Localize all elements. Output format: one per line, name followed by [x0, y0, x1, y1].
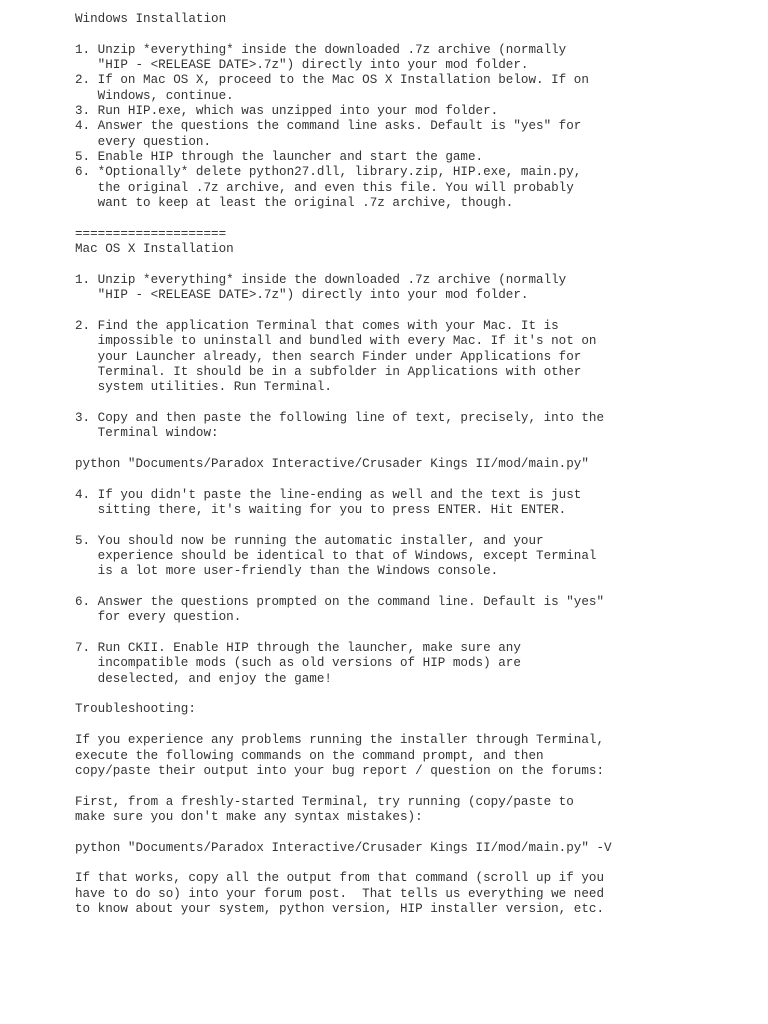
blank-line [75, 442, 755, 457]
document-text [75, 12, 755, 917]
blank-line [75, 825, 755, 840]
text-line: ==================== [75, 226, 227, 241]
blank-line [75, 580, 755, 595]
text-line: 7. Run CKII. Enable HIP through the launcher, make sure any [75, 641, 521, 656]
text-line: 3. Run HIP.exe, which was unzipped into your mod folder. [75, 104, 499, 119]
blank-line [75, 27, 755, 42]
text-line: 5. You should now be running the automatic installer, and your [75, 533, 544, 548]
text-line: sitting there, it's waiting for you to press ENTER. Hit ENTER. [75, 503, 567, 517]
text-line: copy/paste their output into your bug report / question on the forums: [75, 763, 605, 778]
text-line: make sure you don't make any syntax mistakes): [75, 809, 423, 824]
text-line: 6. Answer the questions prompted on the command line. Default is "yes" [75, 595, 605, 610]
text-line: execute the following commands on the command prompt, and then [75, 748, 544, 763]
text-line: 2. Find the application Terminal that comes with your Mac. It is [75, 318, 559, 333]
text-line: Mac OS X Installation [75, 242, 234, 257]
blank-line [75, 856, 755, 871]
text-line: 3. Copy and then paste the following line of text, precisely, into the [75, 410, 605, 425]
text-line: 1. Unzip *everything* inside the downloaded .7z archive (normally [75, 42, 567, 57]
text-line: have to do so) into your forum post. That tells us everything we need [75, 886, 605, 901]
blank-line [75, 687, 755, 702]
text-line: system utilities. Run Terminal. [75, 380, 332, 395]
blank-line [75, 779, 755, 794]
text-line: experience should be identical to that of Windows, except Terminal [75, 549, 597, 564]
text-line: "HIP - <RELEASE DATE>.7z") directly into your mod folder. [75, 288, 529, 303]
text-line: deselected, and enjoy the game! [75, 671, 332, 686]
text-line: Windows, continue. [75, 88, 234, 103]
blank-line [75, 518, 755, 533]
text-line: the original .7z archive, and even this file. You will probably [75, 180, 574, 195]
text-line: 1. Unzip *everything* inside the downloaded .7z archive (normally [75, 272, 567, 287]
blank-line [75, 211, 755, 226]
text-line: to know about your system, python version, HIP installer version, etc. [75, 901, 605, 916]
text-line: Windows Installation [75, 12, 227, 26]
blank-line [75, 304, 755, 319]
text-line: "HIP - <RELEASE DATE>.7z") directly into your mod folder. [75, 58, 529, 73]
text-line: 4. Answer the questions the command line asks. Default is "yes" for [75, 119, 582, 134]
text-line: impossible to uninstall and bundled with every Mac. If it's not on [75, 334, 597, 349]
text-line: 5. Enable HIP through the launcher and start the game. [75, 150, 484, 165]
text-line: is a lot more user-friendly than the Windows console. [75, 564, 499, 579]
text-line: incompatible mods (such as old versions of HIP mods) are [75, 656, 521, 671]
text-line: your Launcher already, then search Finder under Applications for [75, 349, 582, 364]
text-line: Terminal. It should be in a subfolder in Applications with other [75, 364, 582, 379]
text-line: python "Documents/Paradox Interactive/Crusader Kings II/mod/main.py" -V [75, 840, 612, 855]
text-line: python "Documents/Paradox Interactive/Crusader Kings II/mod/main.py" [75, 456, 589, 471]
text-line: 4. If you didn't paste the line-ending as well and the text is just [75, 487, 582, 502]
text-line: 6. *Optionally* delete python27.dll, library.zip, HIP.exe, main.py, [75, 165, 582, 180]
blank-line [75, 396, 755, 411]
blank-line [75, 626, 755, 641]
blank-line [75, 718, 755, 733]
text-line: want to keep at least the original .7z archive, though. [75, 196, 514, 211]
text-line: every question. [75, 134, 212, 149]
text-line: If you experience any problems running the installer through Terminal, [75, 733, 605, 748]
blank-line [75, 258, 755, 273]
text-line: If that works, copy all the output from that command (scroll up if you [75, 871, 605, 886]
text-line: Terminal window: [75, 426, 219, 441]
text-line: Troubleshooting: [75, 702, 196, 717]
text-line: 2. If on Mac OS X, proceed to the Mac OS X Installation below. If on [75, 73, 589, 88]
blank-line [75, 472, 755, 487]
text-line: First, from a freshly-started Terminal, try running (copy/paste to [75, 794, 574, 809]
text-line: for every question. [75, 610, 242, 625]
